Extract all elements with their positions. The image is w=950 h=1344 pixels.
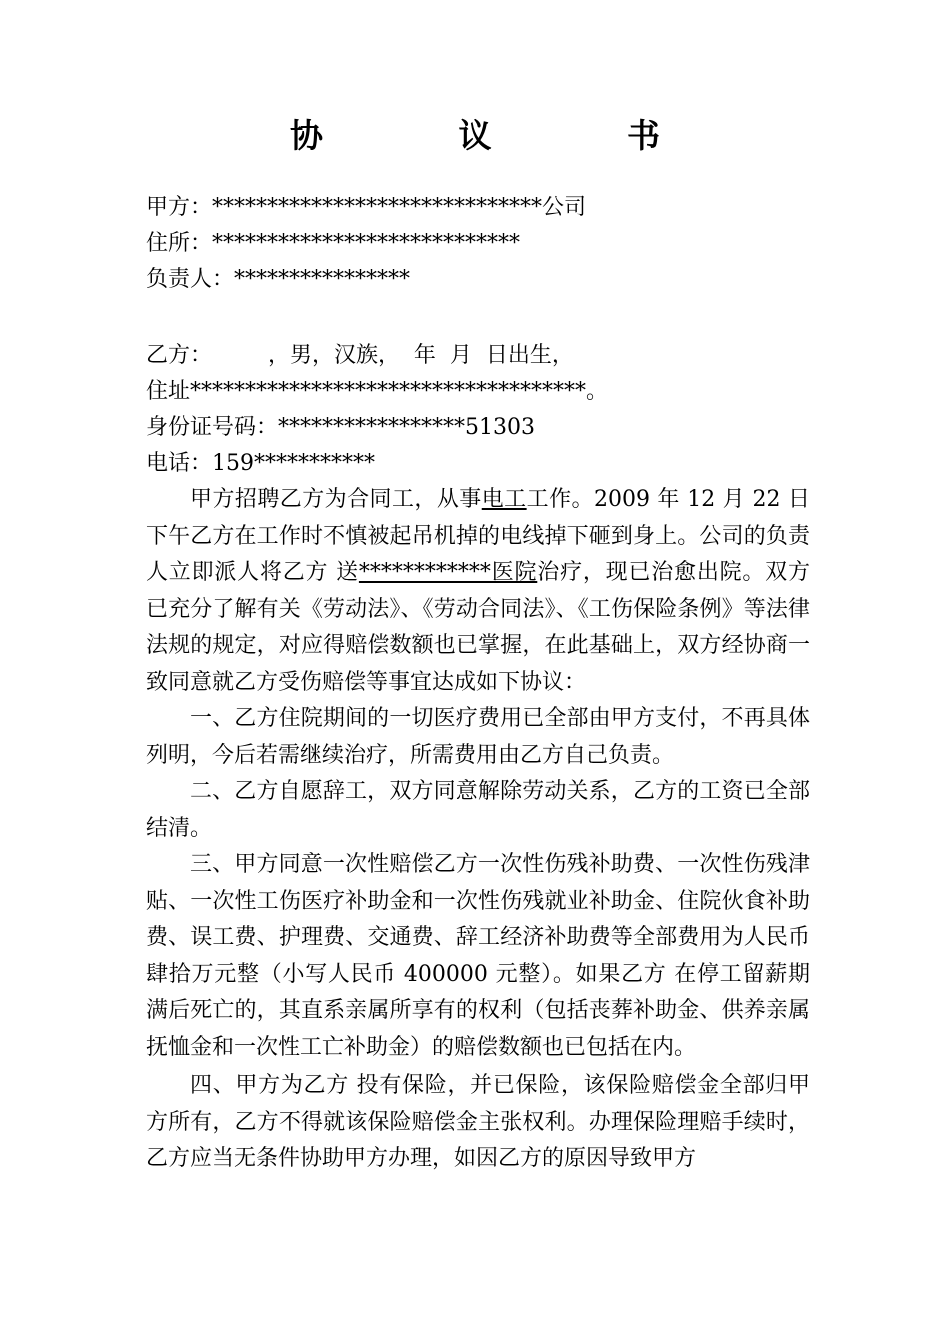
clause-2: 二、乙方自愿辞工，双方同意解除劳动关系，乙方的工资已全部结清。 bbox=[146, 779, 810, 841]
clause-1: 一、乙方住院期间的一切医疗费用已全部由甲方支付，不再具体列明，今后若需继续治疗，所需费用由乙方自己负责。 bbox=[146, 706, 810, 768]
party-a-name: 甲方：******************************公司 bbox=[146, 195, 587, 220]
intro-text-1: 甲方招聘乙方为合同工，从事 bbox=[190, 487, 482, 512]
hospital-name: ************医院 bbox=[358, 560, 538, 585]
intro-paragraph bbox=[146, 482, 810, 701]
party-b-id-number: 身份证号码：*****************51303 bbox=[146, 415, 535, 440]
clause-3: 三、甲方同意一次性赔偿乙方一次性伤残补助费、一次性伤残津贴、一次性工伤医疗补助金和一次性伤残就业补助金、住院伙食补助费、误工费、护理费、交通费、辞工经济补助费等全部费用为人民币肆拾万元整（小写人民币 400000 元整）。如果乙方 在停工留薪期满后死亡的，其直系亲属所享有的权利（包括丧葬补助金、供养亲属抚恤金和一次性工亡补助金）的赔偿数额也已包括在内。 bbox=[146, 852, 810, 1060]
party-a-address: 住所：**************************** bbox=[146, 231, 521, 256]
spacer bbox=[146, 298, 810, 338]
party-b-name: 乙方： ，男，汉族， 年 月 日出生， bbox=[146, 343, 574, 368]
clause-4: 四、甲方为乙方 投有保险，并已保险，该保险赔偿金全部归甲方所有，乙方不得就该保险赔偿金主张权利。办理保险理赔手续时，乙方应当无条件协助甲方办理，如因乙方的原因导致甲方 bbox=[146, 1073, 810, 1171]
document-body bbox=[146, 190, 810, 1178]
intro-text-3: 治疗，现已治愈出院。双方已充分了解有关《劳动法》、《劳动合同法》、《工伤保险条例》等法律法规的规定，对应得赔偿数额也已掌握，在此基础上，双方经协商一致同意就乙方受伤赔偿等事宜达成如下协议： bbox=[146, 560, 810, 695]
intro-text-2: 工作。2009 年 12 月 22 日下午乙方在工作时不慎被起吊机掉的电线掉下砸到身上。公司的负责人立即派人将乙方 送 bbox=[146, 487, 810, 585]
party-a-principal: 负责人：**************** bbox=[146, 267, 411, 292]
job-title: 电工 bbox=[481, 487, 527, 512]
party-b-phone: 电话：159*********** bbox=[146, 451, 375, 476]
party-b-address: 住址************************************。 bbox=[146, 379, 609, 404]
document-title: 协 议 书 bbox=[290, 116, 722, 155]
